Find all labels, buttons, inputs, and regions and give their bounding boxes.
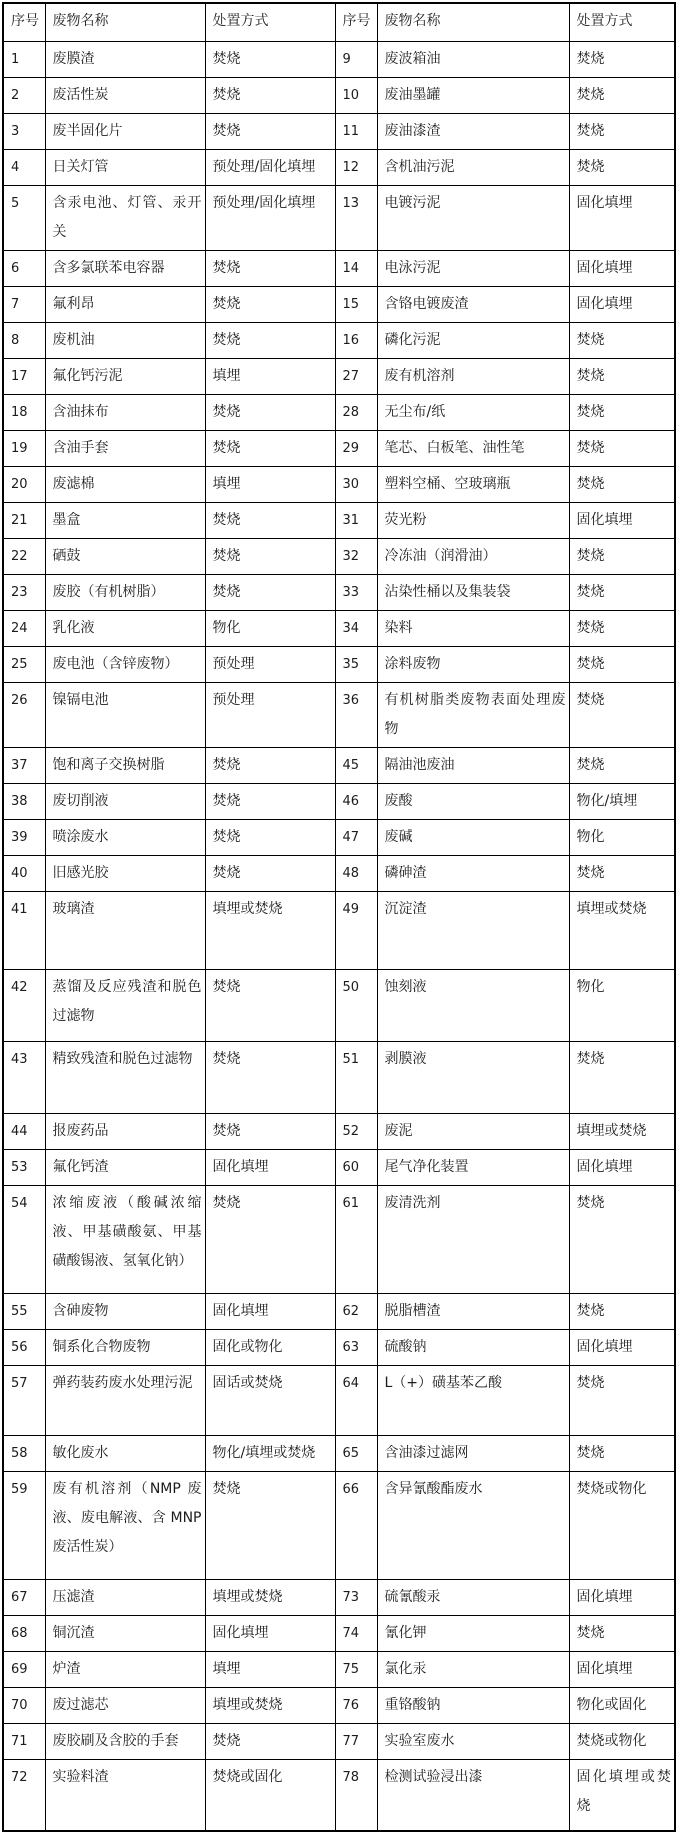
col-header-waste-name-right: 废物名称 xyxy=(377,3,569,41)
table-row xyxy=(3,819,675,855)
waste-name-cell: 尾气净化装置 xyxy=(377,1149,569,1185)
disposal-method-cell: 物化/填埋或焚烧 xyxy=(205,1435,335,1471)
row-number-cell: 15 xyxy=(335,286,377,322)
disposal-method-cell: 填埋或焚烧 xyxy=(205,891,335,969)
row-number-cell: 37 xyxy=(3,747,45,783)
table-row xyxy=(3,646,675,682)
row-number-cell: 14 xyxy=(335,250,377,286)
table-row xyxy=(3,185,675,250)
table-row xyxy=(3,1293,675,1329)
table-header xyxy=(3,3,675,41)
waste-name-cell: 精致残渣和脱色过滤物 xyxy=(45,1041,205,1113)
waste-name-cell: 荧光粉 xyxy=(377,502,569,538)
row-number-cell: 51 xyxy=(335,1041,377,1113)
waste-name-cell: 废过滤芯 xyxy=(45,1687,205,1723)
disposal-method-cell: 固化填埋 xyxy=(569,1579,675,1615)
waste-name-cell: 磷砷渣 xyxy=(377,855,569,891)
waste-name-cell: 蚀刻液 xyxy=(377,969,569,1041)
row-number-cell: 32 xyxy=(335,538,377,574)
table-row xyxy=(3,466,675,502)
waste-name-cell: 废电池（含锌废物） xyxy=(45,646,205,682)
disposal-method-cell: 预处理/固化填埋 xyxy=(205,185,335,250)
row-number-cell: 28 xyxy=(335,394,377,430)
waste-name-cell: 实验料渣 xyxy=(45,1759,205,1831)
disposal-method-cell: 焚烧或物化 xyxy=(569,1471,675,1579)
disposal-method-cell: 焚烧 xyxy=(569,855,675,891)
waste-name-cell: 乳化液 xyxy=(45,610,205,646)
table-row xyxy=(3,1329,675,1365)
disposal-method-cell: 焚烧 xyxy=(205,250,335,286)
row-number-cell: 40 xyxy=(3,855,45,891)
disposal-method-cell: 焚烧 xyxy=(569,610,675,646)
disposal-method-cell: 物化 xyxy=(569,969,675,1041)
row-number-cell: 45 xyxy=(335,747,377,783)
waste-name-cell: 废胶（有机树脂） xyxy=(45,574,205,610)
row-number-cell: 17 xyxy=(3,358,45,394)
disposal-method-cell: 填埋或焚烧 xyxy=(205,1687,335,1723)
waste-name-cell: 废油墨罐 xyxy=(377,77,569,113)
disposal-method-cell: 焚烧 xyxy=(205,747,335,783)
waste-name-cell: 氰化钾 xyxy=(377,1615,569,1651)
row-number-cell: 10 xyxy=(335,77,377,113)
table-row xyxy=(3,502,675,538)
waste-name-cell: 废活性炭 xyxy=(45,77,205,113)
waste-name-cell: 墨盒 xyxy=(45,502,205,538)
row-number-cell: 52 xyxy=(335,1113,377,1149)
disposal-method-cell: 固话或焚烧 xyxy=(205,1365,335,1435)
waste-name-cell: 报废药品 xyxy=(45,1113,205,1149)
row-number-cell: 70 xyxy=(3,1687,45,1723)
row-number-cell: 18 xyxy=(3,394,45,430)
row-number-cell: 34 xyxy=(335,610,377,646)
disposal-method-cell: 焚烧 xyxy=(569,747,675,783)
disposal-method-cell: 焚烧 xyxy=(205,41,335,77)
row-number-cell: 74 xyxy=(335,1615,377,1651)
waste-name-cell: 废胶刷及含胶的手套 xyxy=(45,1723,205,1759)
disposal-method-cell: 焚烧 xyxy=(205,819,335,855)
row-number-cell: 23 xyxy=(3,574,45,610)
table-row xyxy=(3,1471,675,1579)
col-header-index-right: 序号 xyxy=(335,3,377,41)
row-number-cell: 39 xyxy=(3,819,45,855)
table-row xyxy=(3,1759,675,1831)
row-number-cell: 73 xyxy=(335,1579,377,1615)
waste-name-cell: 喷涂废水 xyxy=(45,819,205,855)
waste-name-cell: 镍镉电池 xyxy=(45,682,205,747)
disposal-method-cell: 预处理/固化填埋 xyxy=(205,149,335,185)
waste-name-cell: 日关灯管 xyxy=(45,149,205,185)
table-row xyxy=(3,1113,675,1149)
row-number-cell: 20 xyxy=(3,466,45,502)
disposal-method-cell: 焚烧 xyxy=(205,855,335,891)
disposal-method-cell: 焚烧 xyxy=(569,1365,675,1435)
waste-name-cell: 含异氰酸酯废水 xyxy=(377,1471,569,1579)
waste-name-cell: 废滤棉 xyxy=(45,466,205,502)
row-number-cell: 61 xyxy=(335,1185,377,1293)
waste-name-cell: 塑料空桶、空玻璃瓶 xyxy=(377,466,569,502)
disposal-method-cell: 焚烧 xyxy=(205,574,335,610)
row-number-cell: 30 xyxy=(335,466,377,502)
col-header-index-left: 序号 xyxy=(3,3,45,41)
table-row xyxy=(3,430,675,466)
disposal-method-cell: 焚烧 xyxy=(569,113,675,149)
row-number-cell: 2 xyxy=(3,77,45,113)
disposal-method-cell: 焚烧 xyxy=(569,77,675,113)
waste-name-cell: 浓缩废液（酸碱浓缩液、甲基磺酸氨、甲基磺酸锡液、氢氧化钠） xyxy=(45,1185,205,1293)
disposal-method-cell: 焚烧或固化 xyxy=(205,1759,335,1831)
row-number-cell: 6 xyxy=(3,250,45,286)
row-number-cell: 76 xyxy=(335,1687,377,1723)
disposal-method-cell: 物化/填埋 xyxy=(569,783,675,819)
disposal-method-cell: 固化或物化 xyxy=(205,1329,335,1365)
disposal-method-cell: 固化填埋 xyxy=(569,185,675,250)
disposal-method-cell: 焚烧 xyxy=(569,574,675,610)
disposal-method-cell: 焚烧 xyxy=(205,1041,335,1113)
disposal-method-cell: 填埋 xyxy=(205,1651,335,1687)
row-number-cell: 7 xyxy=(3,286,45,322)
row-number-cell: 57 xyxy=(3,1365,45,1435)
row-number-cell: 19 xyxy=(3,430,45,466)
waste-name-cell: 剥膜液 xyxy=(377,1041,569,1113)
row-number-cell: 67 xyxy=(3,1579,45,1615)
disposal-method-cell: 焚烧 xyxy=(205,322,335,358)
disposal-method-cell: 焚烧 xyxy=(569,430,675,466)
disposal-method-cell: 填埋或焚烧 xyxy=(205,1579,335,1615)
waste-name-cell: 废碱 xyxy=(377,819,569,855)
row-number-cell: 1 xyxy=(3,41,45,77)
waste-name-cell: 含砷废物 xyxy=(45,1293,205,1329)
row-number-cell: 66 xyxy=(335,1471,377,1579)
disposal-method-cell: 固化填埋或焚烧 xyxy=(569,1759,675,1831)
table-row xyxy=(3,1723,675,1759)
waste-name-cell: 废泥 xyxy=(377,1113,569,1149)
disposal-method-cell: 焚烧 xyxy=(205,77,335,113)
row-number-cell: 21 xyxy=(3,502,45,538)
waste-name-cell: 硫酸钠 xyxy=(377,1329,569,1365)
col-header-disposal-left: 处置方式 xyxy=(205,3,335,41)
disposal-method-cell: 焚烧 xyxy=(205,1113,335,1149)
disposal-method-cell: 物化或固化 xyxy=(569,1687,675,1723)
row-number-cell: 36 xyxy=(335,682,377,747)
disposal-method-cell: 焚烧 xyxy=(205,538,335,574)
table-row xyxy=(3,358,675,394)
table-row xyxy=(3,394,675,430)
disposal-method-cell: 焚烧 xyxy=(569,41,675,77)
table-row xyxy=(3,855,675,891)
table-row xyxy=(3,77,675,113)
row-number-cell: 31 xyxy=(335,502,377,538)
table-row xyxy=(3,322,675,358)
waste-name-cell: 废切削液 xyxy=(45,783,205,819)
disposal-method-cell: 焚烧 xyxy=(569,466,675,502)
waste-name-cell: 硫氰酸汞 xyxy=(377,1579,569,1615)
row-number-cell: 71 xyxy=(3,1723,45,1759)
disposal-method-cell: 焚烧 xyxy=(205,969,335,1041)
row-number-cell: 62 xyxy=(335,1293,377,1329)
disposal-method-cell: 焚烧 xyxy=(569,149,675,185)
waste-name-cell: 废半固化片 xyxy=(45,113,205,149)
waste-name-cell: 含汞电池、灯管、汞开关 xyxy=(45,185,205,250)
table-row xyxy=(3,610,675,646)
row-number-cell: 11 xyxy=(335,113,377,149)
disposal-method-cell: 预处理 xyxy=(205,646,335,682)
waste-name-cell: 含铬电镀废渣 xyxy=(377,286,569,322)
disposal-method-cell: 焚烧 xyxy=(205,113,335,149)
row-number-cell: 3 xyxy=(3,113,45,149)
row-number-cell: 60 xyxy=(335,1149,377,1185)
row-number-cell: 42 xyxy=(3,969,45,1041)
disposal-method-cell: 焚烧 xyxy=(569,1435,675,1471)
table-row xyxy=(3,1615,675,1651)
waste-name-cell: 涂料废物 xyxy=(377,646,569,682)
waste-name-cell: 弹药装药废水处理污泥 xyxy=(45,1365,205,1435)
waste-name-cell: 废清洗剂 xyxy=(377,1185,569,1293)
row-number-cell: 54 xyxy=(3,1185,45,1293)
disposal-method-cell: 固化填埋 xyxy=(569,1329,675,1365)
disposal-method-cell: 填埋 xyxy=(205,358,335,394)
waste-name-cell: 氟化钙渣 xyxy=(45,1149,205,1185)
waste-name-cell: 实验室废水 xyxy=(377,1723,569,1759)
waste-name-cell: 旧感光胶 xyxy=(45,855,205,891)
waste-name-cell: 压滤渣 xyxy=(45,1579,205,1615)
disposal-method-cell: 焚烧 xyxy=(569,1615,675,1651)
table-row xyxy=(3,1579,675,1615)
disposal-method-cell: 固化填埋 xyxy=(569,1651,675,1687)
row-number-cell: 63 xyxy=(335,1329,377,1365)
waste-name-cell: 炉渣 xyxy=(45,1651,205,1687)
waste-name-cell: 冷冻油（润滑油） xyxy=(377,538,569,574)
waste-name-cell: 敏化废水 xyxy=(45,1435,205,1471)
row-number-cell: 27 xyxy=(335,358,377,394)
table-row xyxy=(3,747,675,783)
row-number-cell: 78 xyxy=(335,1759,377,1831)
waste-name-cell: 含多氯联苯电容器 xyxy=(45,250,205,286)
waste-name-cell: 重铬酸钠 xyxy=(377,1687,569,1723)
table-row xyxy=(3,574,675,610)
table-row xyxy=(3,1041,675,1113)
table-row xyxy=(3,682,675,747)
waste-name-cell: 染料 xyxy=(377,610,569,646)
waste-name-cell: 蒸馏及反应残渣和脱色过滤物 xyxy=(45,969,205,1041)
disposal-method-cell: 物化 xyxy=(205,610,335,646)
table-row xyxy=(3,113,675,149)
waste-name-cell: L（+）磺基苯乙酸 xyxy=(377,1365,569,1435)
row-number-cell: 35 xyxy=(335,646,377,682)
table-row xyxy=(3,41,675,77)
row-number-cell: 4 xyxy=(3,149,45,185)
disposal-method-cell: 焚烧 xyxy=(569,358,675,394)
table-row xyxy=(3,286,675,322)
waste-name-cell: 电泳污泥 xyxy=(377,250,569,286)
row-number-cell: 77 xyxy=(335,1723,377,1759)
row-number-cell: 13 xyxy=(335,185,377,250)
row-number-cell: 55 xyxy=(3,1293,45,1329)
disposal-method-cell: 焚烧 xyxy=(569,394,675,430)
row-number-cell: 69 xyxy=(3,1651,45,1687)
waste-name-cell: 玻璃渣 xyxy=(45,891,205,969)
row-number-cell: 38 xyxy=(3,783,45,819)
waste-name-cell: 氟化钙污泥 xyxy=(45,358,205,394)
waste-name-cell: 废酸 xyxy=(377,783,569,819)
table-row xyxy=(3,1651,675,1687)
waste-disposal-table xyxy=(2,2,676,1832)
disposal-method-cell: 焚烧 xyxy=(569,1293,675,1329)
waste-name-cell: 检测试验浸出漆 xyxy=(377,1759,569,1831)
disposal-method-cell: 固化填埋 xyxy=(569,1149,675,1185)
waste-name-cell: 沾染性桶以及集装袋 xyxy=(377,574,569,610)
row-number-cell: 29 xyxy=(335,430,377,466)
waste-name-cell: 氯化汞 xyxy=(377,1651,569,1687)
table-row xyxy=(3,1435,675,1471)
row-number-cell: 12 xyxy=(335,149,377,185)
row-number-cell: 44 xyxy=(3,1113,45,1149)
waste-name-cell: 饱和离子交换树脂 xyxy=(45,747,205,783)
row-number-cell: 25 xyxy=(3,646,45,682)
waste-name-cell: 脱脂槽渣 xyxy=(377,1293,569,1329)
disposal-method-cell: 固化填埋 xyxy=(205,1615,335,1651)
disposal-method-cell: 填埋 xyxy=(205,466,335,502)
waste-name-cell: 隔油池废油 xyxy=(377,747,569,783)
header-row xyxy=(3,3,675,41)
row-number-cell: 8 xyxy=(3,322,45,358)
waste-name-cell: 磷化污泥 xyxy=(377,322,569,358)
waste-name-cell: 有机树脂类废物表面处理废物 xyxy=(377,682,569,747)
waste-name-cell: 无尘布/纸 xyxy=(377,394,569,430)
col-header-disposal-right: 处置方式 xyxy=(569,3,675,41)
row-number-cell: 68 xyxy=(3,1615,45,1651)
disposal-method-cell: 固化填埋 xyxy=(569,286,675,322)
waste-name-cell: 废波箱油 xyxy=(377,41,569,77)
disposal-method-cell: 固化填埋 xyxy=(205,1149,335,1185)
disposal-method-cell: 焚烧 xyxy=(569,322,675,358)
disposal-method-cell: 焚烧 xyxy=(569,1185,675,1293)
disposal-method-cell: 焚烧 xyxy=(205,394,335,430)
disposal-method-cell: 填埋或焚烧 xyxy=(569,891,675,969)
disposal-method-cell: 焚烧 xyxy=(205,1723,335,1759)
table-row xyxy=(3,1687,675,1723)
waste-name-cell: 含机油污泥 xyxy=(377,149,569,185)
disposal-method-cell: 焚烧 xyxy=(569,682,675,747)
disposal-method-cell: 焚烧 xyxy=(569,538,675,574)
table-row xyxy=(3,149,675,185)
row-number-cell: 64 xyxy=(335,1365,377,1435)
waste-name-cell: 铜沉渣 xyxy=(45,1615,205,1651)
disposal-method-cell: 焚烧 xyxy=(205,286,335,322)
row-number-cell: 24 xyxy=(3,610,45,646)
table-row xyxy=(3,1185,675,1293)
disposal-method-cell: 焚烧 xyxy=(569,1041,675,1113)
row-number-cell: 22 xyxy=(3,538,45,574)
waste-name-cell: 废有机溶剂（NMP 废液、废电解液、含 MNP 废活性炭） xyxy=(45,1471,205,1579)
disposal-method-cell: 焚烧 xyxy=(569,646,675,682)
disposal-method-cell: 焚烧 xyxy=(205,1185,335,1293)
row-number-cell: 58 xyxy=(3,1435,45,1471)
waste-name-cell: 含油抹布 xyxy=(45,394,205,430)
waste-name-cell: 笔芯、白板笔、油性笔 xyxy=(377,430,569,466)
table-row xyxy=(3,891,675,969)
waste-name-cell: 电镀污泥 xyxy=(377,185,569,250)
row-number-cell: 49 xyxy=(335,891,377,969)
table-body xyxy=(3,41,675,1831)
table-row xyxy=(3,1365,675,1435)
waste-name-cell: 含油漆过滤网 xyxy=(377,1435,569,1471)
row-number-cell: 50 xyxy=(335,969,377,1041)
waste-name-cell: 废有机溶剂 xyxy=(377,358,569,394)
waste-name-cell: 硒鼓 xyxy=(45,538,205,574)
waste-name-cell: 含油手套 xyxy=(45,430,205,466)
waste-name-cell: 废机油 xyxy=(45,322,205,358)
table-row xyxy=(3,538,675,574)
disposal-method-cell: 焚烧 xyxy=(205,430,335,466)
row-number-cell: 65 xyxy=(335,1435,377,1471)
table-row xyxy=(3,250,675,286)
disposal-method-cell: 固化填埋 xyxy=(569,502,675,538)
row-number-cell: 56 xyxy=(3,1329,45,1365)
disposal-method-cell: 填埋或焚烧 xyxy=(569,1113,675,1149)
waste-name-cell: 铜系化合物废物 xyxy=(45,1329,205,1365)
row-number-cell: 33 xyxy=(335,574,377,610)
disposal-method-cell: 焚烧 xyxy=(205,1471,335,1579)
disposal-method-cell: 物化 xyxy=(569,819,675,855)
col-header-waste-name-left: 废物名称 xyxy=(45,3,205,41)
disposal-method-cell: 预处理 xyxy=(205,682,335,747)
row-number-cell: 26 xyxy=(3,682,45,747)
row-number-cell: 75 xyxy=(335,1651,377,1687)
row-number-cell: 59 xyxy=(3,1471,45,1579)
disposal-method-cell: 焚烧或物化 xyxy=(569,1723,675,1759)
row-number-cell: 16 xyxy=(335,322,377,358)
row-number-cell: 48 xyxy=(335,855,377,891)
row-number-cell: 72 xyxy=(3,1759,45,1831)
row-number-cell: 47 xyxy=(335,819,377,855)
row-number-cell: 53 xyxy=(3,1149,45,1185)
disposal-method-cell: 焚烧 xyxy=(205,783,335,819)
waste-name-cell: 废油漆渣 xyxy=(377,113,569,149)
table-row xyxy=(3,969,675,1041)
row-number-cell: 5 xyxy=(3,185,45,250)
row-number-cell: 43 xyxy=(3,1041,45,1113)
waste-name-cell: 氟利昂 xyxy=(45,286,205,322)
row-number-cell: 46 xyxy=(335,783,377,819)
table-row xyxy=(3,1149,675,1185)
table-row xyxy=(3,783,675,819)
waste-name-cell: 沉淀渣 xyxy=(377,891,569,969)
waste-name-cell: 废膜渣 xyxy=(45,41,205,77)
row-number-cell: 9 xyxy=(335,41,377,77)
disposal-method-cell: 固化填埋 xyxy=(569,250,675,286)
disposal-method-cell: 固化填埋 xyxy=(205,1293,335,1329)
row-number-cell: 41 xyxy=(3,891,45,969)
disposal-method-cell: 焚烧 xyxy=(205,502,335,538)
